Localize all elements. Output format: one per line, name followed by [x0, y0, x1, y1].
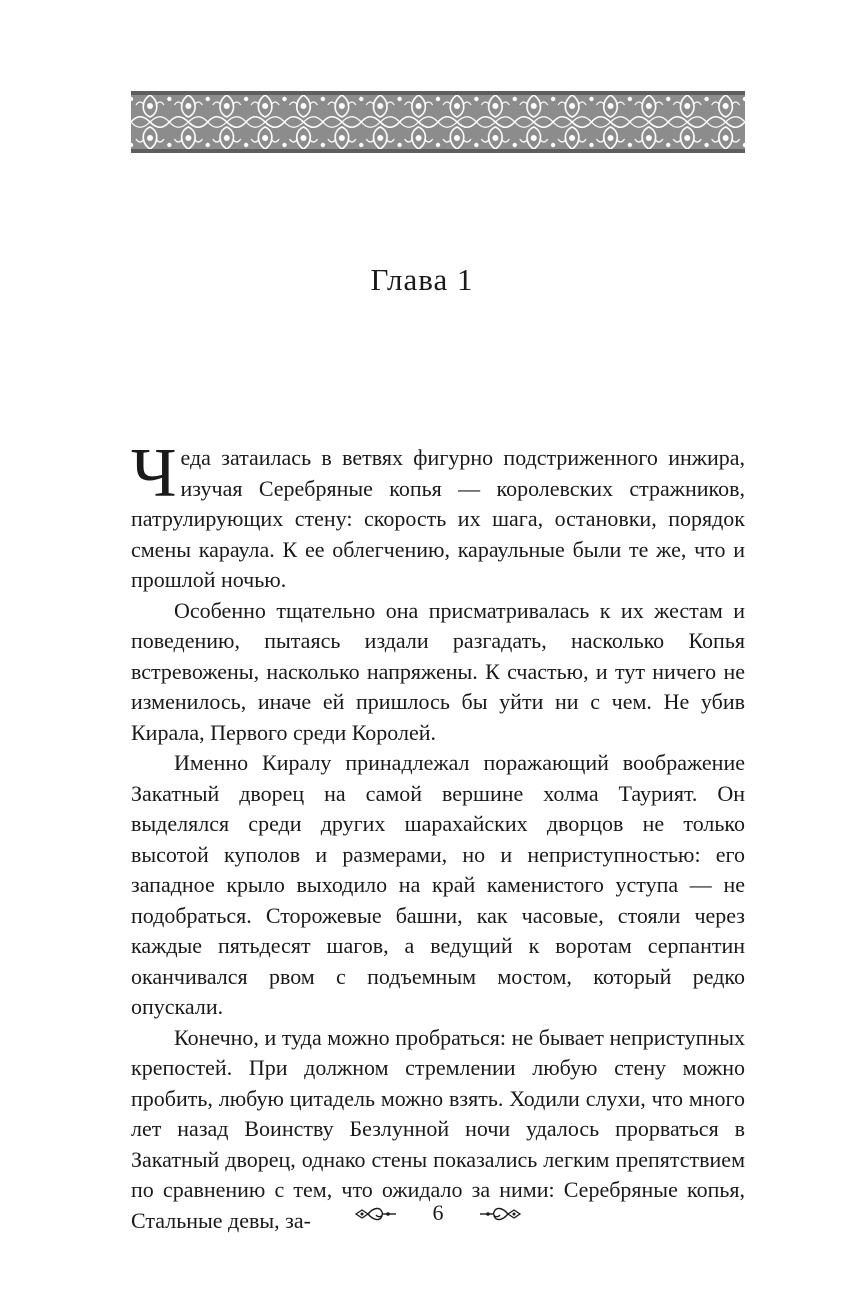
paragraph-2: Особенно тщательно она присматривалась к их жестам и поведению, пытаясь издали разгадать, насколько Копья встревожены, насколько напряжены. К счастью, и тут ничего не изменилось, иначе ей пришлось бы уйти ни с чем. Не убив Кирала, Первого среди Королей.	[131, 597, 745, 745]
dropcap: Ч	[131, 435, 177, 512]
body-text	[131, 435, 745, 1236]
page-footer	[0, 1198, 844, 1230]
arabesque-band-icon	[131, 91, 745, 153]
folio-group	[354, 1198, 522, 1230]
chapter-title: Глава 1	[370, 262, 474, 297]
paragraph-3: Именно Киралу принадлежал поражающий воображение Закатный дворец на самой вершине холма Таурият. Он выделялся среди других шарахайских дворцов не только высотой куполов и размерами, но и неприступностью: его западное крыло выходило на край каменистого уступа — не подобраться. Сторожевые башни, как часовые, стояли через каждые пятьдесят шагов, а ведущий к воротам серпантин оканчивался рвом с подъемным мостом, который редко опускали.	[131, 750, 745, 1019]
flourish-right-icon	[478, 1204, 522, 1224]
page-number: 6	[432, 1200, 444, 1225]
paragraph-1-text: еда затаилась в ветвях фигурно подстриженного инжира, изучая Серебряные копья — королевских стражников, патрулирующих стену: скорость их шага, остановки, порядок смены караула. К ее облегчению, караульные были те же, что и прошлой ночью.	[131, 445, 745, 592]
paragraph-1	[131, 435, 745, 596]
paragraph-4: Конечно, и туда можно пробраться: не бывает неприступных крепостей. При должном стремлении любую стену можно пробить, любую цитадель можно взять. Ходили слухи, что много лет назад Воинству Безлунной ночи удалось прорваться в Закатный дворец, однако стены показались легким препятствием по сравнению с тем, что ожидало за ними: Серебряные копья, Стальные девы, за-	[131, 1024, 745, 1233]
